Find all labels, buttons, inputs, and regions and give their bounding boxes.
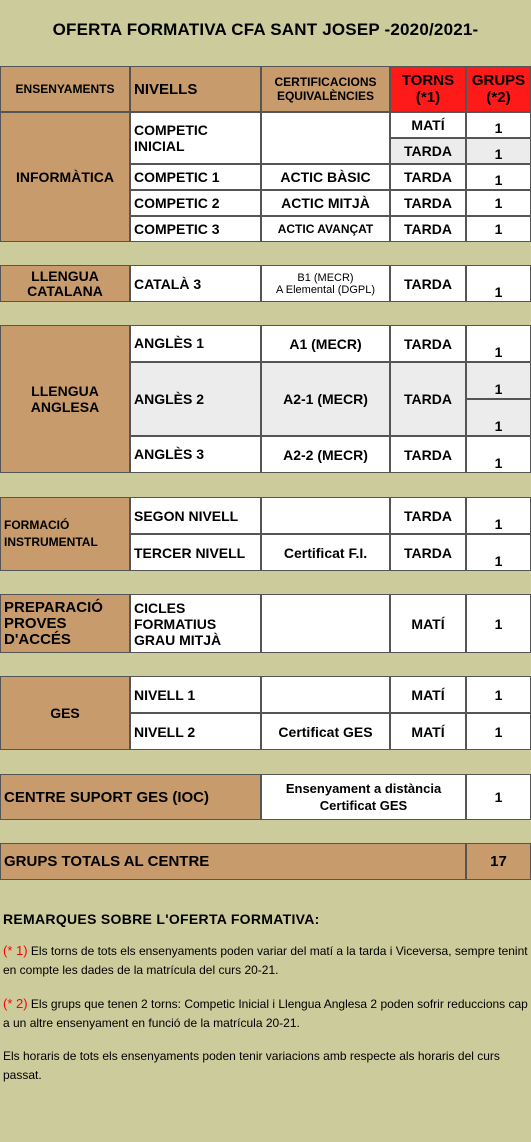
page-title: OFERTA FORMATIVA CFA SANT JOSEP -2020/2021- xyxy=(52,20,479,39)
torn-competic-inicial-mati: MATÍ xyxy=(390,112,466,138)
nivell-ges-1: NIVELL 1 xyxy=(130,676,261,713)
cert-catala-3 xyxy=(261,265,390,302)
torn-ges-1: MATÍ xyxy=(390,676,466,713)
totals-label: GRUPS TOTALS AL CENTRE xyxy=(0,843,466,880)
cert-centre-suport-line2: Certificat GES xyxy=(319,798,408,813)
torn-competic-inicial-tarda: TARDA xyxy=(390,138,466,164)
torn-tercer-nivell: TARDA xyxy=(390,534,466,571)
remark-2-marker: (* 2) xyxy=(3,996,28,1011)
nivell-competic-inicial: COMPETIC INICIAL xyxy=(130,112,261,164)
cert-angles-3: A2-2 (MECR) xyxy=(261,436,390,473)
grups-segon-nivell: 1 xyxy=(466,497,531,534)
category-instrumental: FORMACIÓ INSTRUMENTAL xyxy=(0,497,130,571)
nivell-angles-1: ANGLÈS 1 xyxy=(130,325,261,362)
torn-ges-2: MATÍ xyxy=(390,713,466,750)
cert-centre-suport xyxy=(261,774,466,820)
torn-cicles-formatius: MATÍ xyxy=(390,594,466,653)
grups-angles-1: 1 xyxy=(466,325,531,362)
grups-competic-inicial-mati: 1 xyxy=(466,112,531,138)
cert-segon-nivell xyxy=(261,497,390,534)
remarks-heading: REMARQUES SOBRE L'OFERTA FORMATIVA: xyxy=(3,911,320,927)
grups-tercer-nivell: 1 xyxy=(466,534,531,571)
category-informatica: INFORMÀTICA xyxy=(0,112,130,242)
torn-competic-3: TARDA xyxy=(390,216,466,242)
nivell-ges-2: NIVELL 2 xyxy=(130,713,261,750)
cert-ges-1 xyxy=(261,676,390,713)
torn-catala-3: TARDA xyxy=(390,265,466,302)
nivell-angles-3: ANGLÈS 3 xyxy=(130,436,261,473)
torn-competic-2: TARDA xyxy=(390,190,466,216)
nivell-competic-2: COMPETIC 2 xyxy=(130,190,261,216)
remark-1-text: Els torns de tots els ensenyaments poden variar del matí a la tarda i Viceversa, sempre tenint en compte les dades de la matrícula del curs 20-21. xyxy=(3,944,528,977)
nivell-competic-3: COMPETIC 3 xyxy=(130,216,261,242)
torn-angles-1: TARDA xyxy=(390,325,466,362)
grups-competic-inicial-tarda: 1 xyxy=(466,138,531,164)
remark-1-marker: (* 1) xyxy=(3,943,28,958)
torn-angles-3: TARDA xyxy=(390,436,466,473)
category-anglesa: LLENGUA ANGLESA xyxy=(0,325,130,473)
grups-cicles-formatius: 1 xyxy=(466,594,531,653)
header-nivells: NIVELLS xyxy=(130,66,261,112)
header-grups: GRUPS (*2) xyxy=(466,66,531,112)
category-ges: GES xyxy=(0,676,130,750)
cert-angles-2: A2-1 (MECR) xyxy=(261,362,390,436)
nivell-cicles-formatius: CICLES FORMATIUS GRAU MITJÀ xyxy=(130,594,261,653)
remarks xyxy=(3,910,528,1099)
grups-ges-2: 1 xyxy=(466,713,531,750)
nivell-tercer-nivell: TERCER NIVELL xyxy=(130,534,261,571)
grups-competic-2: 1 xyxy=(466,190,531,216)
grups-ges-1: 1 xyxy=(466,676,531,713)
cert-competic-1: ACTIC BÀSIC xyxy=(261,164,390,190)
cert-competic-3: ACTIC AVANÇAT xyxy=(261,216,390,242)
grups-angles-2-b: 1 xyxy=(466,399,531,436)
cert-catala-3-line1: B1 (MECR) xyxy=(297,271,354,284)
nivell-competic-1: COMPETIC 1 xyxy=(130,164,261,190)
nivell-segon-nivell: SEGON NIVELL xyxy=(130,497,261,534)
grups-catala-3: 1 xyxy=(466,265,531,302)
remark-3: Els horaris de tots els ensenyaments poden tenir variacions amb respecte als horaris del curs passat. xyxy=(3,1049,500,1082)
category-catalana: LLENGUA CATALANA xyxy=(0,265,130,302)
header-torns: TORNS (*1) xyxy=(390,66,466,112)
totals-value: 17 xyxy=(466,843,531,880)
torn-angles-2: TARDA xyxy=(390,362,466,436)
header-ensenyaments: ENSENYAMENTS xyxy=(0,66,130,112)
category-centre-suport: CENTRE SUPORT GES (IOC) xyxy=(0,774,261,820)
remark-2 xyxy=(3,994,528,1033)
nivell-catala-3: CATALÀ 3 xyxy=(130,265,261,302)
header-certificacions: CERTIFICACIONS EQUIVALÈNCIES xyxy=(261,66,390,112)
cert-angles-1: A1 (MECR) xyxy=(261,325,390,362)
cert-tercer-nivell: Certificat F.I. xyxy=(261,534,390,571)
torn-competic-1: TARDA xyxy=(390,164,466,190)
grups-competic-3: 1 xyxy=(466,216,531,242)
category-proves: PREPARACIÓ PROVES D'ACCÉS xyxy=(0,594,130,653)
cert-cicles-formatius xyxy=(261,594,390,653)
cert-ges-2: Certificat GES xyxy=(261,713,390,750)
cert-competic-inicial xyxy=(261,112,390,164)
grups-angles-3: 1 xyxy=(466,436,531,473)
cert-centre-suport-line1: Ensenyament a distància xyxy=(285,781,442,796)
grups-angles-2-a: 1 xyxy=(466,362,531,399)
grups-competic-1: 1 xyxy=(466,164,531,190)
grups-centre-suport: 1 xyxy=(466,774,531,820)
nivell-angles-2: ANGLÈS 2 xyxy=(130,362,261,436)
cert-catala-3-line2: A Elemental (DGPL) xyxy=(275,283,376,296)
remark-2-text: Els grups que tenen 2 torns: Competic Inicial i Llengua Anglesa 2 poden sofrir reduccions cap a un altre ensenyament en funció de la matrícula 20-21. xyxy=(3,997,528,1030)
torn-segon-nivell: TARDA xyxy=(390,497,466,534)
remark-1 xyxy=(3,941,528,980)
cert-competic-2: ACTIC MITJÀ xyxy=(261,190,390,216)
